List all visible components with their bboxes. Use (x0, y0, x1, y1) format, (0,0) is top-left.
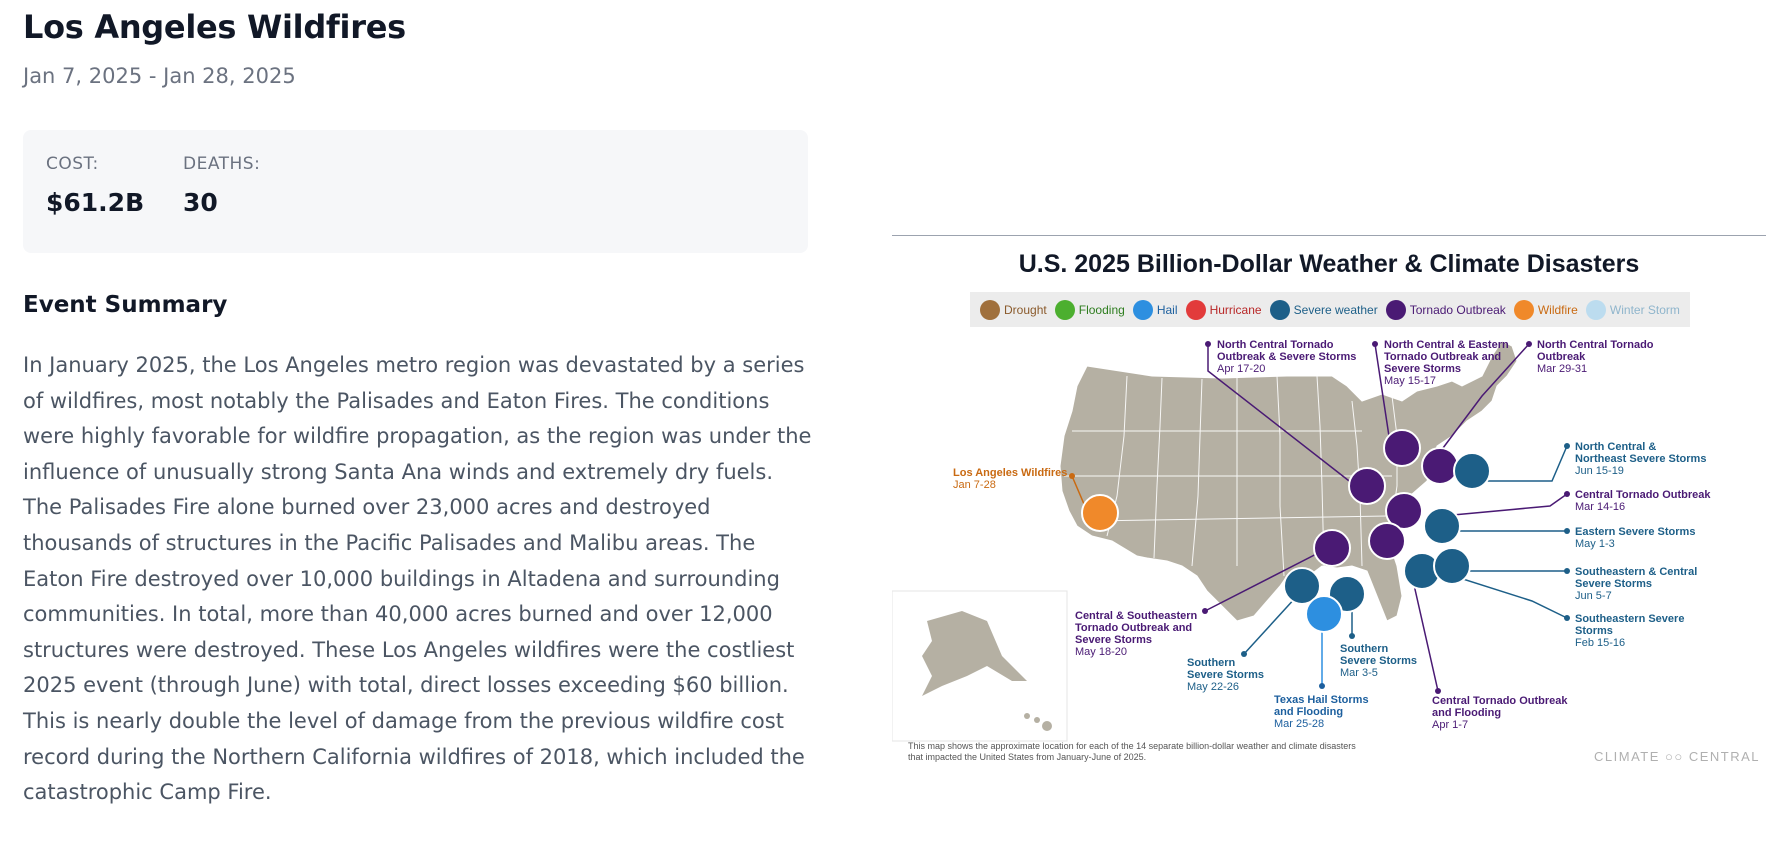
climate-central-logo: CLIMATE ○○ CENTRAL (1594, 749, 1760, 764)
svg-text:Mar 14-16: Mar 14-16 (1575, 501, 1626, 513)
svg-text:Southern: Southern (1187, 657, 1236, 669)
label-southern-severe-mar (1340, 633, 1417, 679)
svg-text:Mar 25-28: Mar 25-28 (1274, 718, 1325, 730)
label-se-severe (1564, 613, 1684, 649)
label-central-tornado-apr (1432, 688, 1568, 731)
svg-text:North Central Tornado: North Central Tornado (1217, 339, 1334, 351)
wildfire-marker (1082, 495, 1118, 531)
svg-text:Severe Storms: Severe Storms (1384, 363, 1462, 375)
svg-text:Severe Storms: Severe Storms (1575, 578, 1653, 590)
legend-label: Severe weather (1293, 302, 1378, 317)
stats-panel (23, 130, 808, 253)
label-la-wildfires (953, 467, 1075, 491)
deaths-value: 30 (183, 188, 218, 217)
tornado-marker (1422, 448, 1458, 484)
svg-text:Central Tornado Outbreak: Central Tornado Outbreak (1575, 489, 1711, 501)
legend-label: Hurricane (1209, 302, 1262, 317)
svg-text:Eastern Severe Storms: Eastern Severe Storms (1575, 526, 1696, 538)
svg-text:Los Angeles Wildfires: Los Angeles Wildfires (953, 467, 1068, 479)
svg-text:Outbreak: Outbreak (1537, 351, 1586, 363)
label-texas-hail (1274, 683, 1369, 730)
svg-text:Southeastern Severe: Southeastern Severe (1575, 613, 1685, 625)
label-central-se-tornado (1075, 608, 1208, 658)
svg-text:May 22-26: May 22-26 (1187, 681, 1239, 693)
summary-text: In January 2025, the Los Angeles metro region was devastated by a series of wildfires, most notably the Palisades and Eaton Fires. The conditions were highly favorable for wildfire propagation, as the region was under the influence of unusually strong Santa Ana winds and extremely dry fuels. The Palisades Fire alone burned over 23,000 acres and destroyed thousands of structures in the Pacific Palisades and Malibu areas. The Eaton Fire destroyed over 10,000 buildings in Altadena and surrounding communities. In total, more than 40,000 acres burned and over 12,000 structures were destroyed. These Los Angeles wildfires were the costliest 2025 event (through June) with total, direct losses exceeding $60 billion. This is nearly double the level of damage from the previous wildfire cost record during the Northern California wildfires of 2018, which included the catastrophic Camp Fire. (23, 353, 812, 805)
svg-text:Southeastern & Central: Southeastern & Central (1575, 566, 1698, 578)
svg-text:May 1-3: May 1-3 (1575, 538, 1615, 550)
svg-text:May 15-17: May 15-17 (1384, 375, 1436, 387)
svg-text:Mar 29-31: Mar 29-31 (1537, 363, 1588, 375)
label-southern-severe-may (1187, 651, 1264, 693)
footnote-line: that impacted the United States from January-June of 2025. (908, 752, 1147, 762)
svg-text:May 18-20: May 18-20 (1075, 646, 1127, 658)
svg-text:Mar 3-5: Mar 3-5 (1340, 667, 1378, 679)
svg-text:Severe Storms: Severe Storms (1075, 634, 1153, 646)
svg-text:Severe Storms: Severe Storms (1187, 669, 1265, 681)
cost-label: COST: (46, 154, 99, 174)
svg-text:North Central Tornado: North Central Tornado (1537, 339, 1654, 351)
svg-text:Outbreak & Severe Storms: Outbreak & Severe Storms (1217, 351, 1357, 363)
svg-text:Jun 5-7: Jun 5-7 (1575, 590, 1612, 602)
legend-label: Drought (1004, 302, 1047, 317)
svg-text:Jun 15-19: Jun 15-19 (1575, 465, 1624, 477)
tornado-marker (1349, 468, 1385, 504)
map-footnote (908, 741, 1428, 763)
deaths-stat (183, 154, 260, 217)
svg-text:Apr 1-7: Apr 1-7 (1432, 719, 1469, 731)
severe-weather-marker (1454, 453, 1490, 489)
cost-value: $61.2B (46, 188, 145, 217)
label-nc-ne-severe (1564, 441, 1706, 477)
cost-stat (46, 154, 144, 217)
label-nc-tornado-apr (1205, 339, 1356, 375)
svg-text:Texas Hail Storms: Texas Hail Storms (1274, 694, 1369, 706)
tornado-marker (1314, 530, 1350, 566)
svg-text:Northeast Severe Storms: Northeast Severe Storms (1575, 453, 1707, 465)
severe-weather-marker (1424, 508, 1460, 544)
svg-text:North Central & Eastern: North Central & Eastern (1384, 339, 1509, 351)
event-dates: Jan 7, 2025 - Jan 28, 2025 (23, 64, 296, 88)
deaths-label: DEATHS: (183, 154, 261, 174)
legend-label: Winter Storm (1609, 302, 1680, 317)
svg-text:Southern: Southern (1340, 643, 1389, 655)
svg-text:Central Tornado Outbreak: Central Tornado Outbreak (1432, 695, 1568, 707)
summary-heading: Event Summary (23, 292, 228, 318)
svg-text:and Flooding: and Flooding (1432, 707, 1502, 719)
hail-marker (1306, 596, 1342, 632)
svg-text:North Central &: North Central & (1575, 441, 1657, 453)
tornado-marker (1369, 523, 1405, 559)
tornado-marker (1384, 430, 1420, 466)
label-nc-tornado-mar (1526, 339, 1654, 375)
svg-text:Tornado Outbreak and: Tornado Outbreak and (1075, 622, 1193, 634)
label-se-central-severe (1564, 566, 1697, 602)
svg-text:Storms: Storms (1575, 625, 1613, 637)
event-title: Los Angeles Wildfires (23, 8, 406, 46)
label-eastern-severe (1564, 526, 1695, 550)
svg-text:Severe Storms: Severe Storms (1340, 655, 1418, 667)
svg-text:Jan 7-28: Jan 7-28 (953, 479, 996, 491)
legend-label: Hail (1156, 302, 1178, 317)
label-central-tornado-mar (1564, 489, 1711, 513)
svg-text:Feb 15-16: Feb 15-16 (1575, 637, 1626, 649)
svg-text:Tornado Outbreak and: Tornado Outbreak and (1384, 351, 1502, 363)
footnote-line: This map shows the approximate location for each of the 14 separate billion-dollar weather and climate disasters (908, 741, 1356, 751)
legend-label: Wildfire (1537, 302, 1578, 317)
svg-text:Apr 17-20: Apr 17-20 (1217, 363, 1266, 375)
severe-weather-marker (1434, 548, 1470, 584)
legend-label: Tornado Outbreak (1409, 302, 1506, 317)
svg-text:Central & Southeastern: Central & Southeastern (1075, 610, 1198, 622)
disaster-map-figure (892, 235, 1766, 771)
us-map (892, 236, 1766, 771)
legend-label: Flooding (1078, 302, 1125, 317)
map-title: U.S. 2025 Billion-Dollar Weather & Climate Disasters (1018, 250, 1640, 278)
svg-text:and Flooding: and Flooding (1274, 706, 1344, 718)
